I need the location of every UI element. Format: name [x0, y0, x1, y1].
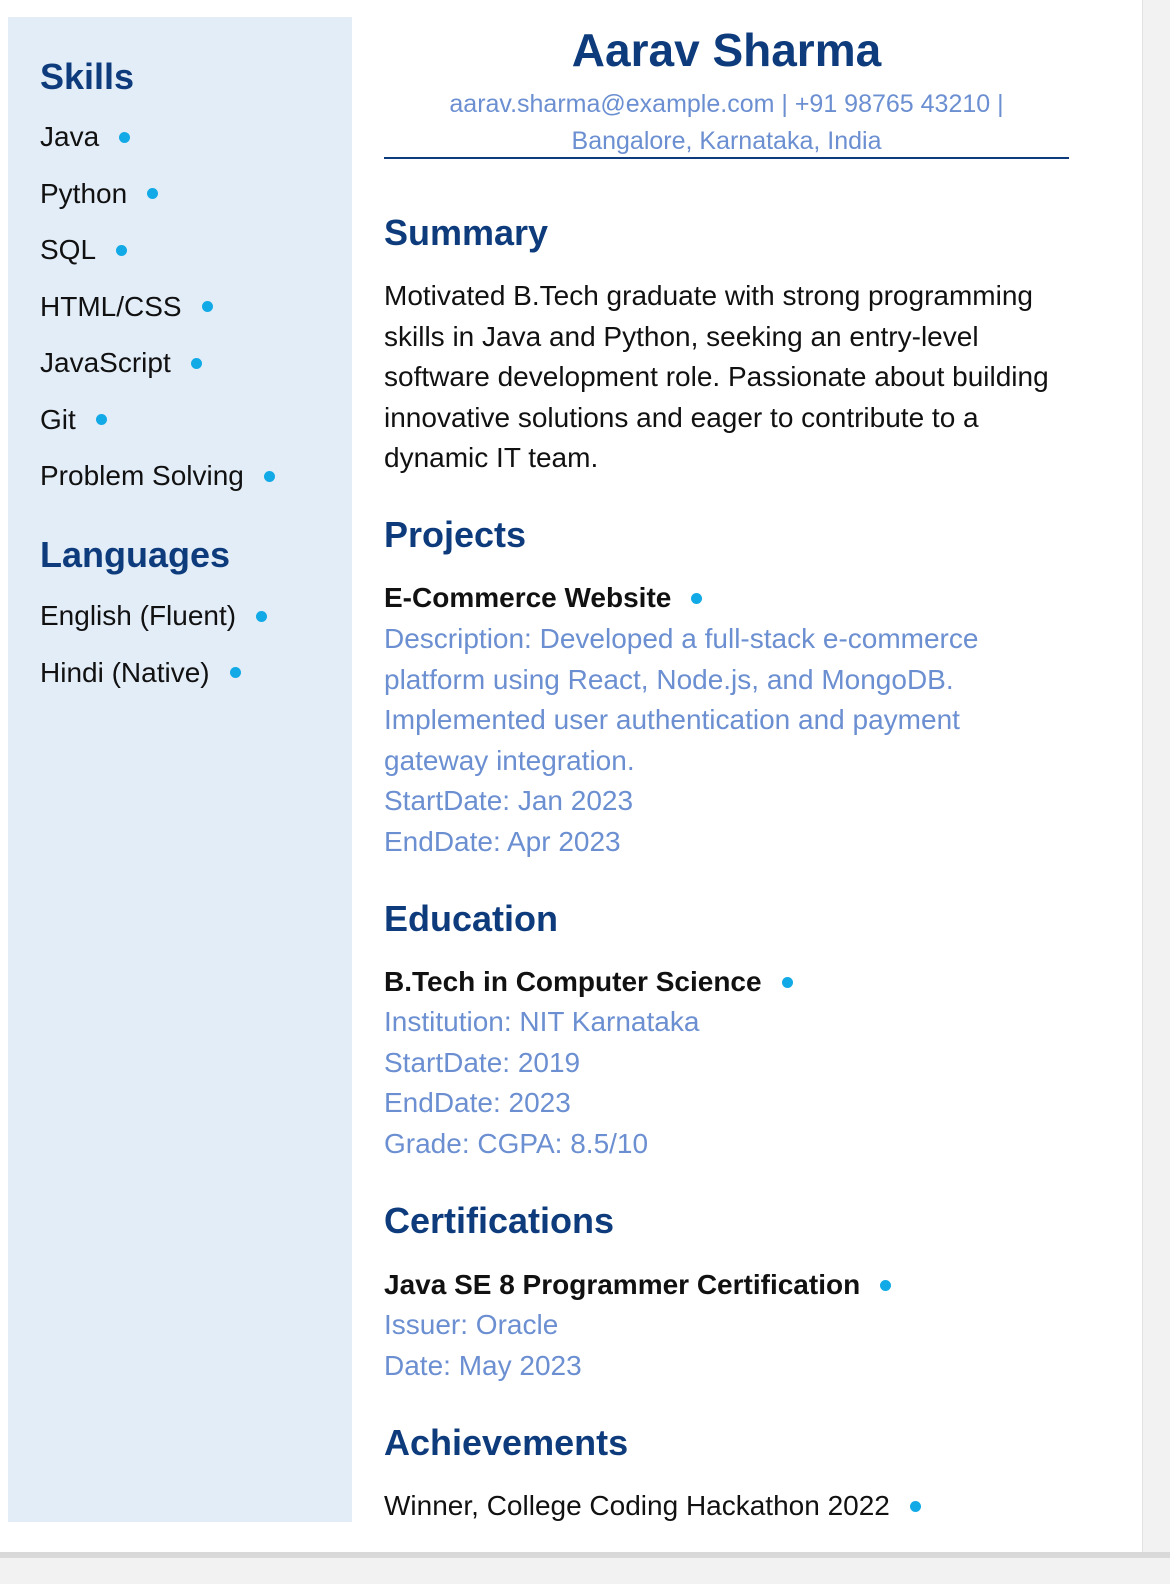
bullet-icon: [880, 1280, 891, 1291]
summary-text: Motivated B.Tech graduate with strong programming skills in Java and Python, seeking an entry-level software development role. Passionate about building innovative solutions and eager to contribute to a dynamic IT team.: [384, 280, 1049, 473]
education-title-text: B.Tech in Computer Science: [384, 966, 762, 997]
skill-label: JavaScript: [40, 347, 171, 379]
header-divider: [384, 157, 1069, 159]
skill-item: [40, 166, 275, 223]
skill-label: HTML/CSS: [40, 290, 182, 322]
bullet-icon: [264, 471, 275, 482]
project-title-text: E-Commerce Website: [384, 582, 672, 613]
certification-title: [384, 1265, 891, 1305]
project-details: [384, 619, 1069, 862]
candidate-name: Aarav Sharma: [571, 24, 882, 76]
achievement-item: [384, 1486, 921, 1526]
page-bottom-edge: [0, 1552, 1170, 1558]
bullet-icon: [782, 977, 793, 988]
languages-list: [40, 588, 267, 701]
certifications-heading: Certifications: [384, 1200, 615, 1241]
contact-info: [384, 86, 1069, 160]
skill-item: [40, 222, 275, 279]
achievements-heading: Achievements: [384, 1422, 629, 1463]
education-heading: Education: [384, 898, 559, 939]
language-label: Hindi (Native): [40, 656, 210, 688]
skill-label: Java: [40, 121, 100, 153]
bullet-icon: [147, 188, 158, 199]
bullet-icon: [256, 611, 267, 622]
language-item: [40, 645, 267, 702]
language-label: English (Fluent): [40, 600, 237, 632]
bullet-icon: [116, 245, 127, 256]
achievement-text: Winner, College Coding Hackathon 2022: [384, 1490, 890, 1521]
skill-item: [40, 448, 275, 505]
education-end-date: EndDate: 2023: [384, 1087, 571, 1118]
languages-heading: Languages: [40, 534, 231, 575]
bullet-icon: [202, 301, 213, 312]
education-title: [384, 962, 793, 1002]
skill-label: Python: [40, 177, 128, 209]
language-item: [40, 588, 267, 645]
contact-line-1: aarav.sharma@example.com | +91 98765 43210 |: [449, 90, 1004, 118]
contact-line-2: Bangalore, Karnataka, India: [571, 127, 882, 155]
skill-item: [40, 109, 275, 166]
projects-heading: Projects: [384, 514, 527, 555]
skill-label: SQL: [40, 234, 97, 266]
education-grade: Grade: CGPA: 8.5/10: [384, 1127, 649, 1159]
bullet-icon: [119, 132, 130, 143]
project-end-date: EndDate: Apr 2023: [384, 825, 621, 857]
summary-heading: Summary: [384, 212, 549, 253]
project-description: Description: Developed a full-stack e-commerce platform using React, Node.js, and MongoDB. Implemented user authentication and payment gateway integration.: [384, 623, 979, 776]
bullet-icon: [230, 667, 241, 678]
bullet-icon: [691, 593, 702, 604]
education-start-date: StartDate: 2019: [384, 1046, 581, 1078]
skill-label: Git: [40, 403, 76, 435]
skill-item: [40, 279, 275, 336]
certification-date: Date: May 2023: [384, 1349, 582, 1381]
project-start-date: StartDate: Jan 2023: [384, 785, 634, 816]
bullet-icon: [96, 414, 107, 425]
education-institution: Institution: NIT Karnataka: [384, 1006, 700, 1037]
skill-item: [40, 335, 275, 392]
bullet-icon: [910, 1501, 921, 1512]
skills-heading: Skills: [40, 56, 135, 97]
education-details: [384, 1002, 1069, 1164]
certification-issuer: Issuer: Oracle: [384, 1309, 559, 1340]
certification-details: [384, 1305, 1069, 1386]
skill-item: [40, 392, 275, 449]
skills-list: [40, 109, 275, 505]
certification-title-text: Java SE 8 Programmer Certification: [384, 1269, 861, 1300]
skill-label: Problem Solving: [40, 460, 244, 492]
bullet-icon: [191, 358, 202, 369]
project-title: [384, 578, 702, 618]
sidebar: [8, 17, 352, 1522]
